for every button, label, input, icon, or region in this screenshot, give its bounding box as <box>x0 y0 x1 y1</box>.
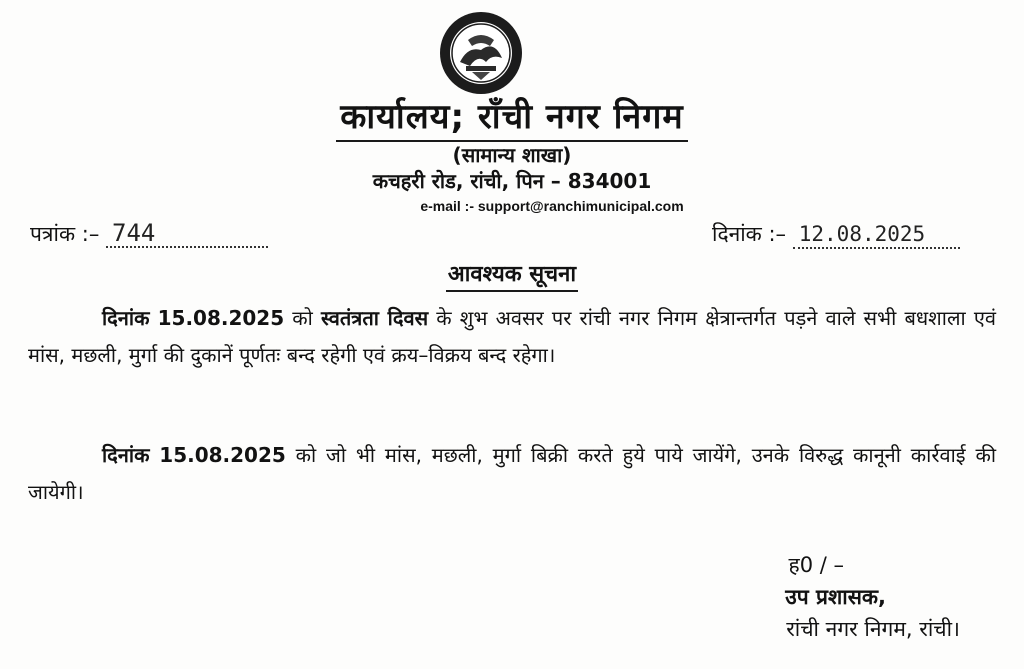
signatory-office: रांची नगर निगम, रांची। <box>786 617 960 641</box>
municipal-seal-icon <box>438 10 524 96</box>
date-value: 12.08.2025 <box>793 221 960 249</box>
notice-paragraph-1 <box>28 300 996 374</box>
para1-date: 15.08.2025 <box>157 306 285 330</box>
letter-reference <box>30 220 268 248</box>
letter-number-label: पत्रांक :– <box>30 222 100 246</box>
notice-paragraph-2 <box>28 437 996 511</box>
para1-connector: को <box>292 306 313 330</box>
office-email: e-mail :- support@ranchimunicipal.com <box>420 198 684 214</box>
para2-text: को जो भी मांस, मछली, मुर्गा बिक्री करते हुये पाये जायेंगे, उनके विरुद्ध कानूनी कार्रवाई की जायेगी। <box>28 443 996 504</box>
letter-date <box>712 220 960 249</box>
para2-date: 15.08.2025 <box>159 443 286 467</box>
signature-mark: ह0 / – <box>788 553 844 577</box>
para1-occasion: स्वतंत्रता दिवस <box>321 306 429 330</box>
office-title: कार्यालय; राँची नगर निगम <box>0 92 1024 142</box>
office-address: कचहरी रोड, रांची, पिन – 834001 <box>372 169 652 193</box>
notice-heading: आवश्यक सूचना <box>0 258 1024 292</box>
para2-date-label: दिनांक <box>102 443 150 467</box>
para1-date-label: दिनांक <box>102 306 150 330</box>
letter-number-value: 744 <box>106 220 268 248</box>
date-label: दिनांक :– <box>712 222 787 246</box>
para1-text: के शुभ अवसर पर रांची नगर निगम क्षेत्रान्तर्गत पड़ने वाले सभी बधशाला एवं मांस, मछली, मुर्गा की दुकानें पूर्णतः बन्द रहेगी एवं क्रय–विक्रय बन्द रहेगा। <box>28 306 997 367</box>
signatory-designation: उप प्रशासक, <box>785 585 886 609</box>
branch-name: (सामान्य शाखा) <box>452 143 572 167</box>
